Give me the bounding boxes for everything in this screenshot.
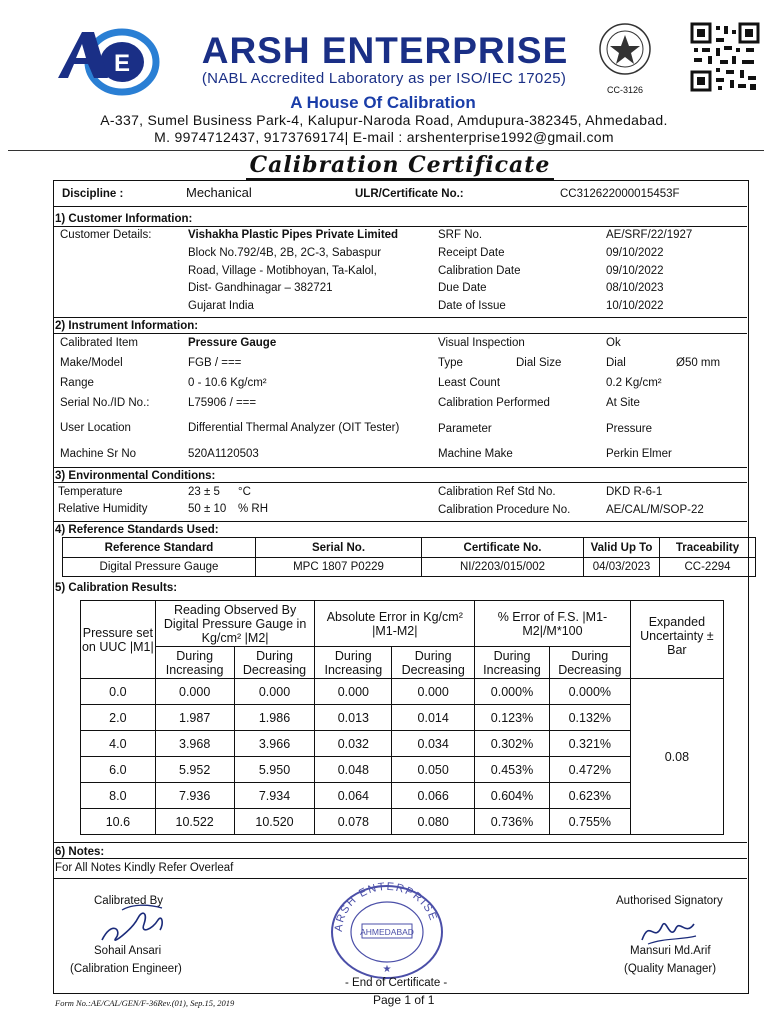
ref-header: Serial No. [256,538,422,558]
section-reference: 4) Reference Standards Used: [55,524,219,536]
customer-address-line: Block No.792/4B, 2B, 2C-3, Sabaspur [188,247,382,259]
issue-date-label: Date of Issue [438,300,506,312]
cell: 0.013 [315,705,392,731]
cell: 0.623% [549,783,630,809]
accreditation-code: CC-3126 [606,85,644,95]
section-environment: 3) Environmental Conditions: [55,470,216,482]
header-percent-error: % Error of F.S. |M1-M2|/M*100 [475,601,631,647]
cell: 0.453% [475,757,550,783]
divider [53,521,747,522]
subheader: During Increasing [475,647,550,679]
engineer-role: (Calibration Engineer) [70,963,182,975]
visual-inspection-value: Ok [606,337,621,349]
ref-cell: MPC 1807 P0229 [256,558,422,577]
company-stamp [328,880,446,980]
cell: 0.123% [475,705,550,731]
cell: 0.736% [475,809,550,835]
machine-sr-label: Machine Sr No [60,448,137,460]
cell: 0.000% [475,679,550,705]
cell: 5.952 [155,757,234,783]
serial-id-value: L75906 / === [188,397,257,409]
results-row [81,757,724,783]
results-row [81,705,724,731]
ulr-value: CC312622000015453F [560,188,680,200]
cell: 0.032 [315,731,392,757]
discipline-label: Discipline : [62,188,124,200]
company-tagline: A House Of Calibration [290,93,476,112]
cell: 10.6 [81,809,156,835]
results-subheader-row [81,647,724,679]
temperature-value: 23 ± 5 [188,486,220,498]
humidity-value: 50 ± 10 [188,503,227,515]
ref-cell: CC-2294 [660,558,756,577]
srf-label: SRF No. [438,229,483,241]
authorised-signatory-label: Authorised Signatory [616,895,723,907]
section-instrument: 2) Instrument Information: [55,320,199,332]
section-notes: 6) Notes: [55,846,105,858]
calibrated-item-label: Calibrated Item [60,337,138,349]
cell: 0.064 [315,783,392,809]
engineer-name: Sohail Ansari [94,945,162,957]
cell: 3.966 [234,731,315,757]
cell: 0.000% [549,679,630,705]
parameter-label: Parameter [438,423,492,435]
subheader: During Decreasing [234,647,315,679]
calibrated-by-label: Calibrated By [94,895,164,907]
reference-header-row [63,538,756,558]
section-customer: 1) Customer Information: [55,213,193,225]
stamp-city: AHMEDABAD [360,927,414,937]
discipline-value: Mechanical [186,185,252,200]
calibrated-item-value: Pressure Gauge [188,337,277,349]
visual-inspection-label: Visual Inspection [438,337,525,349]
range-value: 0 - 10.6 Kg/cm² [188,377,267,389]
machine-make-label: Machine Make [438,448,513,460]
results-row [81,731,724,757]
subheader: During Increasing [155,647,234,679]
least-count-value: 0.2 Kg/cm² [606,377,662,389]
notes-text: For All Notes Kindly Refer Overleaf [55,862,234,874]
procedure-label: Calibration Procedure No. [438,504,571,516]
results-header-row [81,601,724,647]
user-location-value: Differential Thermal Analyzer (OIT Tester) [188,422,400,434]
temperature-unit: °C [238,486,251,498]
divider [53,317,747,318]
divider [53,206,747,207]
reference-table [62,537,756,577]
cell: 0.050 [392,757,475,783]
cell: 10.520 [234,809,315,835]
company-logo [56,26,160,96]
dial-size-label: Dial Size [516,357,562,369]
ref-header: Certificate No. [422,538,584,558]
machine-sr-value: 520A1120503 [188,448,259,460]
cell: 7.934 [234,783,315,809]
cell: 0.0 [81,679,156,705]
issue-date-value: 10/10/2022 [606,300,664,312]
subheader: During Decreasing [392,647,475,679]
company-contact: M. 9974712437, 9173769174| E-mail : arshenterprise1992@gmail.com [154,129,614,145]
company-address: A-337, Sumel Business Park-4, Kalupur-Naroda Road, Amdupura-382345, Ahmedabad. [100,112,668,128]
customer-details-label: Customer Details: [60,229,152,241]
receipt-date-label: Receipt Date [438,247,505,259]
ref-header: Reference Standard [63,538,256,558]
user-location-label: User Location [60,422,131,434]
make-model-value: FGB / === [188,357,242,369]
cell: 0.321% [549,731,630,757]
subheader: During Decreasing [549,647,630,679]
cell: 0.000 [234,679,315,705]
divider [53,226,747,227]
page-number: Page 1 of 1 [373,993,435,1007]
section-results: 5) Calibration Results: [55,582,178,594]
header-pressure-set: Pressure set on UUC |M1| [81,601,156,679]
parameter-value: Pressure [606,423,653,435]
customer-name: Vishakha Plastic Pipes Private Limited [188,229,399,241]
stamp-text: ARSH ENTERPRISE [332,880,440,933]
cell: 3.968 [155,731,234,757]
divider [53,333,747,334]
end-of-certificate: - End of Certificate - [345,977,448,989]
type-value: Dial [606,357,626,369]
accreditation-line: (NABL Accredited Laboratory as per ISO/IEC 17025) [201,70,567,87]
customer-address-line: Dist- Gandhinagar – 382721 [188,282,333,294]
customer-address-line: Gujarat India [188,300,254,312]
cell: 1.987 [155,705,234,731]
company-name: ARSH ENTERPRISE [201,30,569,71]
header-reading: Reading Observed By Digital Pressure Gauge in Kg/cm² |M2| [155,601,315,647]
machine-make-value: Perkin Elmer [606,448,672,460]
nabl-seal-icon [598,22,652,76]
ref-std-value: DKD R-6-1 [606,486,663,498]
results-table [80,600,724,835]
serial-id-label: Serial No./ID No.: [60,397,150,409]
certificate-title-text: Calibration Certificate [246,152,555,180]
certificate-title [0,152,768,178]
results-row [81,679,724,705]
cell: 0.000 [315,679,392,705]
cell: 8.0 [81,783,156,809]
divider [53,842,747,843]
customer-address-line: Road, Village - Motibhoyan, Ta-Kalol, [188,265,377,277]
calibration-date-value: 09/10/2022 [606,265,664,277]
ref-std-label: Calibration Ref Std No. [438,486,556,498]
svg-text:E: E [113,50,131,77]
cell: 0.014 [392,705,475,731]
calibration-date-label: Calibration Date [438,265,521,277]
cell: 5.950 [234,757,315,783]
make-model-label: Make/Model [60,357,123,369]
ref-cell: NI/2203/015/002 [422,558,584,577]
results-row [81,809,724,835]
qr-code-icon [690,22,760,92]
divider [53,467,747,468]
cell: 0.048 [315,757,392,783]
cell: 2.0 [81,705,156,731]
divider [53,482,747,483]
form-number: Form No.:AE/CAL/GEN/F-36Rev.(01), Sep.15, 2019 [55,998,235,1008]
cell: 0.472% [549,757,630,783]
header-absolute-error: Absolute Error in Kg/cm² |M1-M2| [315,601,475,647]
dial-size-value: Ø50 mm [676,357,721,369]
svg-text:★: ★ [382,964,392,975]
due-date-label: Due Date [438,282,487,294]
results-row [81,783,724,809]
cell: 0.034 [392,731,475,757]
manager-role: (Quality Manager) [624,963,717,975]
least-count-label: Least Count [438,377,501,389]
receipt-date-value: 09/10/2022 [606,247,664,259]
ulr-label: ULR/Certificate No.: [355,188,464,200]
cell: 4.0 [81,731,156,757]
cell: 0.066 [392,783,475,809]
uncertainty-value: 0.08 [630,679,723,835]
reference-row [63,558,756,577]
ref-cell: 04/03/2023 [584,558,660,577]
divider [53,858,747,859]
cell: 7.936 [155,783,234,809]
manager-name: Mansuri Md.Arif [630,945,711,957]
cell: 0.078 [315,809,392,835]
ref-cell: Digital Pressure Gauge [63,558,256,577]
humidity-unit: % RH [238,503,269,515]
cell: 0.000 [155,679,234,705]
engineer-signature [92,900,176,948]
humidity-label: Relative Humidity [58,503,148,515]
calibration-performed-value: At Site [606,397,640,409]
svg-text:ARSH ENTERPRISE [333,881,440,933]
cell: 0.000 [392,679,475,705]
cell: 6.0 [81,757,156,783]
cell: 0.755% [549,809,630,835]
type-label: Type [438,357,463,369]
cell: 10.522 [155,809,234,835]
ref-header: Valid Up To [584,538,660,558]
subheader: During Increasing [315,647,392,679]
header-divider [8,150,764,151]
procedure-value: AE/CAL/M/SOP-22 [606,504,704,516]
cell: 1.986 [234,705,315,731]
cell: 0.302% [475,731,550,757]
ref-header: Traceability [660,538,756,558]
calibration-performed-label: Calibration Performed [438,397,550,409]
srf-value: AE/SRF/22/1927 [606,229,693,241]
cell: 0.080 [392,809,475,835]
range-label: Range [60,377,94,389]
due-date-value: 08/10/2023 [606,282,664,294]
divider [53,878,747,879]
cell: 0.604% [475,783,550,809]
header-uncertainty: Expanded Uncertainty ± Bar [630,601,723,679]
cell: 0.132% [549,705,630,731]
temperature-label: Temperature [58,486,123,498]
